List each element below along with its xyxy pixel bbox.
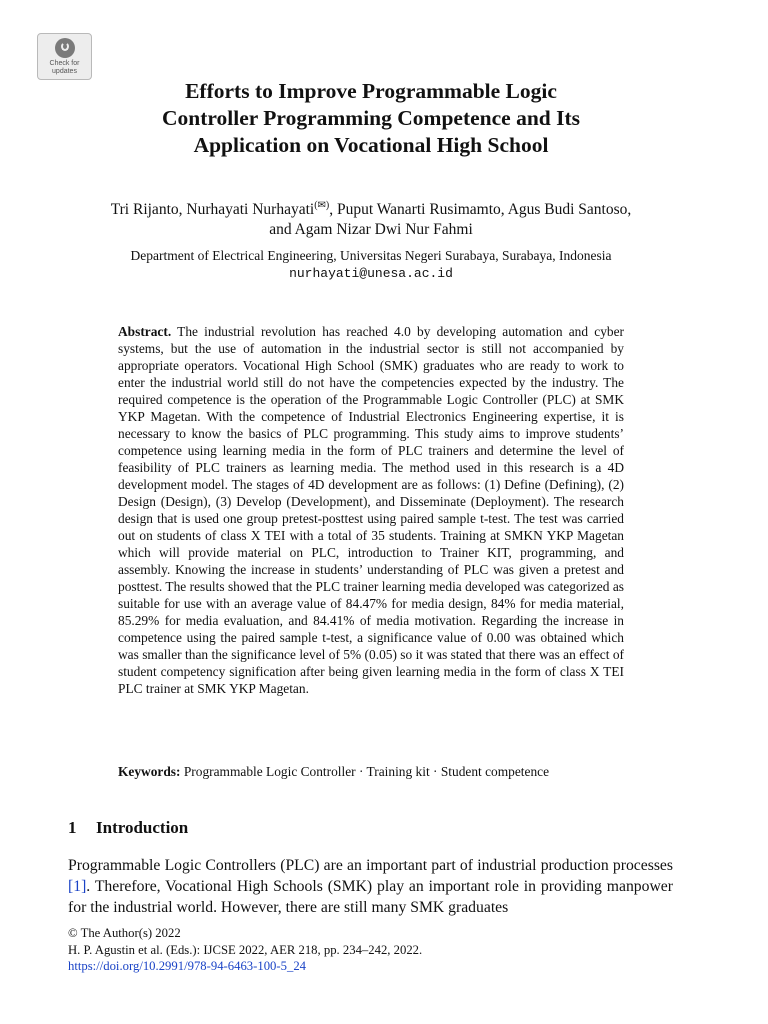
corresponding-author-mark: (✉): [314, 200, 330, 211]
section-number: 1: [68, 818, 77, 837]
check-for-updates-badge[interactable]: [37, 33, 92, 80]
title-line: Efforts to Improve Programmable Logic: [185, 79, 557, 103]
author-list: [60, 196, 682, 239]
intro-paragraph: [68, 855, 673, 918]
title-line: Application on Vocational High School: [193, 133, 549, 157]
title-line: Controller Programming Competence and Its: [161, 106, 580, 130]
author-email: nurhayati@unesa.ac.id: [289, 266, 453, 281]
authors-part: , Puput Wanarti Rusimamto, Agus Budi Santoso,: [329, 201, 632, 219]
abstract-label: Abstract.: [118, 324, 172, 339]
section-title: Introduction: [96, 818, 189, 837]
authors-part: and Agam Nizar Dwi Nur Fahmi: [269, 220, 473, 238]
doi-link[interactable]: https://doi.org/10.2991/978-94-6463-100-5_24: [68, 959, 307, 973]
citation-link[interactable]: [1]: [68, 878, 87, 895]
keywords: [118, 763, 638, 780]
copyright: © The Author(s) 2022: [68, 926, 181, 940]
update-icon: [55, 38, 75, 58]
department: Department of Electrical Engineering, Universitas Negeri Surabaya, Surabaya, Indonesia: [130, 248, 612, 263]
keywords-label: Keywords:: [118, 764, 181, 779]
abstract-text: The industrial revolution has reached 4.0 by developing automation and cyber systems, but the use of automation in the industrial sector is still not accompanied by appropriate operators. Vocational High School (SMK) graduates who are ready to work to enter the industrial world still do not have the competencies expected by the industry. The required competence is the operation of the Programmable Logic Controller (PLC) at SMK YKP Magetan. With the competence of Industrial Electronics Engineering expertise, it is necessary to know the basics of PLC programming. This study aims to improve students’ competence using learning media in the form of PLC trainers and determine the level of feasibility of PLC trainers as learning media. The method used in this research is a 4D development model. The stages of 4D development are as follows: (1) Define (Defining), (2) Design (Design), (3) Develop (Development), and Disseminate (Deployment). The research design that is used one group pretest-posttest using paired sample t-test. The test was carried out on students of class X TEI with a total of 35 students. Training at SMKN YKP Magetan which will provide material on PLC, introduction to Trainer KIT, programming, and assembly. Knowing the increase in students’ understanding of PLC was given a pretest and posttest. The results showed that the PLC trainer learning media developed was categorized as suitable for use with an average value of 84.47% for media design, 84% for media material, 85.29% for media evaluation, and 84.41% of media motivation. Regarding the increase in competence using the paired sample t-test, a significance value of 0.00 was obtained which was smaller than the significance level of 5% (0.05) so it was stated that there was an effect of student competency signification after being given learning media in the form of class X TEI PLC trainer at SMK YKP Magetan.: [118, 324, 624, 696]
section-heading: [68, 818, 188, 838]
citation: H. P. Agustin et al. (Eds.): IJCSE 2022, AER 218, pp. 234–242, 2022.: [68, 942, 423, 957]
footer: [68, 925, 422, 975]
paper-title: [60, 78, 682, 159]
badge-label: Check for updates: [49, 60, 80, 75]
affiliation: [60, 247, 682, 283]
abstract: [118, 323, 624, 697]
intro-text: . Therefore, Vocational High Schools (SMK) play an important role in providing manpower for the industrial world. However, there are still many SMK graduates: [68, 878, 673, 916]
intro-text: Programmable Logic Controllers (PLC) are an important part of industrial production processes: [68, 857, 673, 874]
keywords-text: Programmable Logic Controller · Training kit · Student competence: [183, 764, 550, 779]
authors-part: Tri Rijanto, Nurhayati Nurhayati: [110, 201, 315, 219]
